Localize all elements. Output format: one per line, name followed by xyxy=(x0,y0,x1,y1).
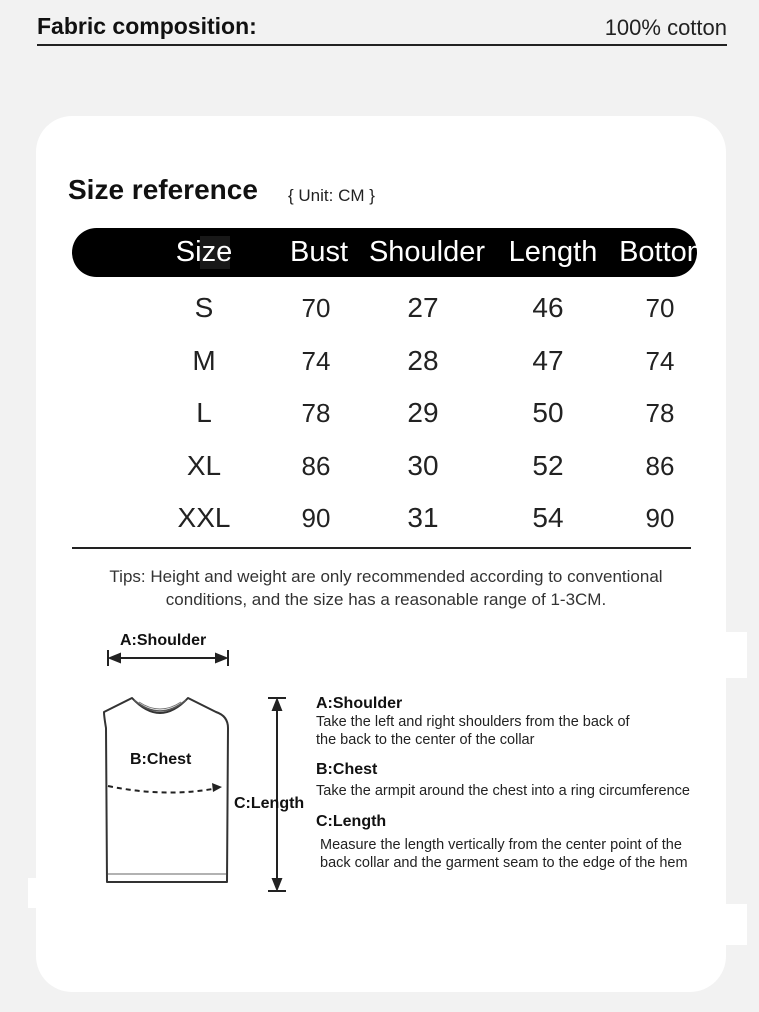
chest-diagram-label: B:Chest xyxy=(130,751,192,768)
cell-bust: 90 xyxy=(301,503,331,533)
legend-c-desc xyxy=(320,836,688,872)
tips-line-1: Tips: Height and weight are only recommended according to conventional xyxy=(109,567,663,586)
cell-shoulder: 29 xyxy=(407,397,439,428)
cell-length: 52 xyxy=(532,449,564,481)
cell-bust: 74 xyxy=(301,345,331,376)
cell-length: 47 xyxy=(532,344,564,376)
legend-a-desc xyxy=(316,713,630,749)
cell-bust: 78 xyxy=(301,398,331,428)
legend-b-desc: Take the armpit around the chest into a ring circumference xyxy=(316,783,690,799)
legend-c-title: C:Length xyxy=(316,813,387,830)
cell-length: 50 xyxy=(532,397,564,428)
header-length: Length xyxy=(508,236,598,268)
cell-size: XL xyxy=(186,449,222,481)
header-shoulder: Shoulder xyxy=(368,236,486,268)
legend-c-desc-line-1: Measure the length vertically from the center point of the xyxy=(320,837,682,853)
edge-tab-bottom xyxy=(724,904,747,945)
cell-bust: 70 xyxy=(301,293,331,323)
header-bottom: Bottom xyxy=(619,236,711,268)
cell-shoulder: 30 xyxy=(407,449,439,481)
fabric-value: 100% cotton xyxy=(604,15,727,40)
cell-size: M xyxy=(192,344,216,376)
legend-a-desc-line-1: Take the left and right shoulders from the back of xyxy=(316,714,630,730)
unit-note: { Unit: CM } xyxy=(288,186,375,205)
cell-bottom: 78 xyxy=(645,398,675,428)
edge-tab-top xyxy=(724,632,747,678)
cell-shoulder: 31 xyxy=(407,502,439,533)
length-diagram-label: C:Length xyxy=(234,795,305,812)
cell-size: L xyxy=(196,397,212,428)
header-bust: Bust xyxy=(289,236,349,268)
measurement-diagram xyxy=(36,116,726,992)
legend-b-title: B:Chest xyxy=(316,761,378,778)
cell-length: 54 xyxy=(532,502,564,533)
fabric-composition-header xyxy=(37,10,727,46)
fabric-label: Fabric composition: xyxy=(37,13,257,39)
cell-length: 46 xyxy=(532,292,564,323)
cell-size: S xyxy=(194,292,214,323)
cell-bottom: 74 xyxy=(645,345,675,376)
cell-shoulder: 27 xyxy=(407,292,439,323)
cell-shoulder: 28 xyxy=(407,344,439,376)
shoulder-dimension-line xyxy=(108,650,228,666)
cell-size: XXL xyxy=(177,502,231,533)
size-reference-title: Size reference xyxy=(68,174,258,205)
cell-bottom: 70 xyxy=(645,293,675,323)
shoulder-diagram-label: A:Shoulder xyxy=(120,632,207,649)
size-chart-card xyxy=(36,116,726,992)
legend-c-desc-line-2: back collar and the garment seam to the edge of the hem xyxy=(320,855,688,871)
legend-a-desc-line-2: the back to the center of the collar xyxy=(316,732,535,748)
cell-bottom: 90 xyxy=(645,503,675,533)
header-size: Size xyxy=(175,236,233,268)
legend-a-title: A:Shoulder xyxy=(316,695,403,712)
cell-bust: 86 xyxy=(301,450,331,481)
tips-line-2: conditions, and the size has a reasonable range of 1-3CM. xyxy=(165,590,607,609)
cell-bottom: 86 xyxy=(645,450,675,481)
